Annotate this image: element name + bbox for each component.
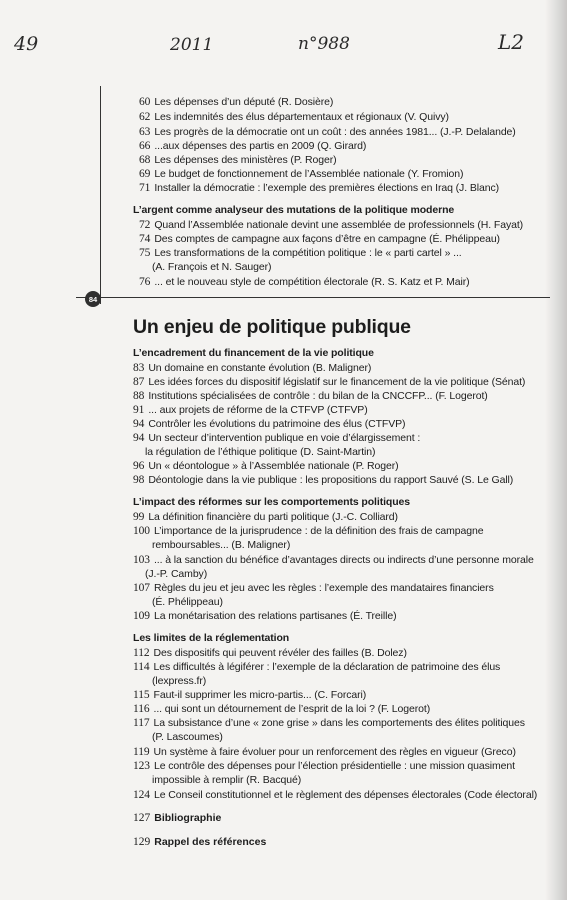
toc-entry: 116 ... qui sont un détournement de l’esprit de la loi ? (F. Logerot) [133,703,431,715]
page-edge-shadow [545,0,567,900]
toc-entry-continuation: (A. François et N. Sauger) [152,261,272,273]
toc-entry: 76 ... et le nouveau style de compétition électorale (R. S. Katz et P. Mair) [139,276,470,288]
horizontal-rule [76,297,550,298]
page-number-badge: 84 [85,291,101,307]
toc-entry: 112 Des dispositifs qui peuvent révéler des failles (B. Dolez) [133,647,407,659]
toc-entry-continuation: impossible à remplir (R. Bacqué) [152,774,302,786]
toc-entry-continuation: la régulation de l’éthique politique (D. Saint-Martin) [145,446,376,458]
handwritten-code: L2 [498,30,525,54]
toc-entry: 88 Institutions spécialisées de contrôle : du bilan de la CNCCFP... (F. Logerot) [133,390,488,402]
toc-entry-continuation: (É. Phélippeau) [152,596,223,608]
section-heading: L’argent comme analyseur des mutations de la politique moderne [133,204,455,216]
section-heading: L’encadrement du financement de la vie politique [133,347,374,359]
toc-entry: 75 Les transformations de la compétition politique : le « parti cartel » ... [139,247,462,259]
toc-entry: 68 Les dépenses des ministères (P. Roger) [139,154,337,166]
toc-entry: 74 Des comptes de campagne aux façons d’être en campagne (É. Phélippeau) [139,233,500,245]
toc-entry: 100 L’importance de la jurisprudence : de la définition des frais de campagne [133,525,484,537]
toc-entry: 62 Les indemnités des élus départementaux et régionaux (V. Quivy) [139,111,449,123]
toc-entry: 117 La subsistance d’une « zone grise » dans les comportements des élites politiques [133,717,525,729]
toc-entry: 94 Un secteur d’intervention publique en voie d’élargissement : [133,432,421,444]
toc-entry: 71 Installer la démocratie : l’exemple des premières élections en Iraq (J. Blanc) [139,182,500,194]
toc-entry: 124 Le Conseil constitutionnel et le règlement des dépenses électorales (Code électoral) [133,789,538,801]
handwritten-year: 2011 [170,35,214,55]
bibliography-heading: 127 Bibliographie [133,812,222,824]
toc-entry: 107 Règles du jeu et jeu avec les règles : l’exemple des mandataires financiers [133,582,494,594]
toc-entry: 96 Un « déontologue » à l’Assemblée nationale (P. Roger) [133,460,399,472]
toc-entry: 98 Déontologie dans la vie publique : les propositions du rapport Sauvé (S. Le Gall) [133,474,514,486]
toc-entry: 109 La monétarisation des relations partisanes (É. Treille) [133,610,397,622]
toc-entry: 60 Les dépenses d’un député (R. Dosière) [139,96,334,108]
toc-entry: 99 La définition financière du parti politique (J.-C. Colliard) [133,511,398,523]
toc-entry: 114 Les difficultés à légiférer : l’exemple de la déclaration de patrimoine des élus [133,661,501,673]
references-heading: 129 Rappel des références [133,836,267,848]
toc-entry-continuation: remboursables... (B. Maligner) [152,539,291,551]
toc-entry: 94 Contrôler les évolutions du patrimoine des élus (CTFVP) [133,418,406,430]
section-heading: L’impact des réformes sur les comportements politiques [133,496,411,508]
handwritten-issue-number: n°988 [298,34,350,54]
toc-entry: 66 ...aux dépenses des partis en 2009 (Q. Girard) [139,140,367,152]
toc-entry: 91 ... aux projets de réforme de la CTFVP (CTFVP) [133,404,368,416]
vertical-rule [100,86,101,304]
toc-entry-continuation: (lexpress.fr) [152,675,207,687]
toc-entry: 69 Le budget de fonctionnement de l’Assemblée nationale (Y. Fromion) [139,168,464,180]
toc-entry-continuation: (P. Lascoumes) [152,731,223,743]
toc-entry: 63 Les progrès de la démocratie ont un coût : des années 1981... (J.-P. Delalande) [139,126,516,138]
toc-entry: 123 Le contrôle des dépenses pour l’élection présidentielle : une mission quasiment [133,760,515,772]
toc-entry: 87 Les idées forces du dispositif législatif sur le financement de la vie politique (Sénat) [133,376,526,388]
toc-entry-continuation: (J.-P. Camby) [145,568,208,580]
handwritten-page-number: 49 [14,33,39,55]
toc-entry: 83 Un domaine en constante évolution (B. Maligner) [133,362,372,374]
toc-entry: 72 Quand l’Assemblée nationale devint une assemblée de professionnels (H. Fayat) [139,219,524,231]
page-title: Un enjeu de politique publique [133,316,411,338]
section-heading: Les limites de la réglementation [133,632,290,644]
toc-entry: 115 Faut-il supprimer les micro-partis... (C. Forcari) [133,689,367,701]
toc-entry: 119 Un système à faire évoluer pour un renforcement des règles en vigueur (Greco) [133,746,516,758]
toc-entry: 103 ... à la sanction du bénéfice d’avantages directs ou indirects d’une personne morale [133,554,534,566]
